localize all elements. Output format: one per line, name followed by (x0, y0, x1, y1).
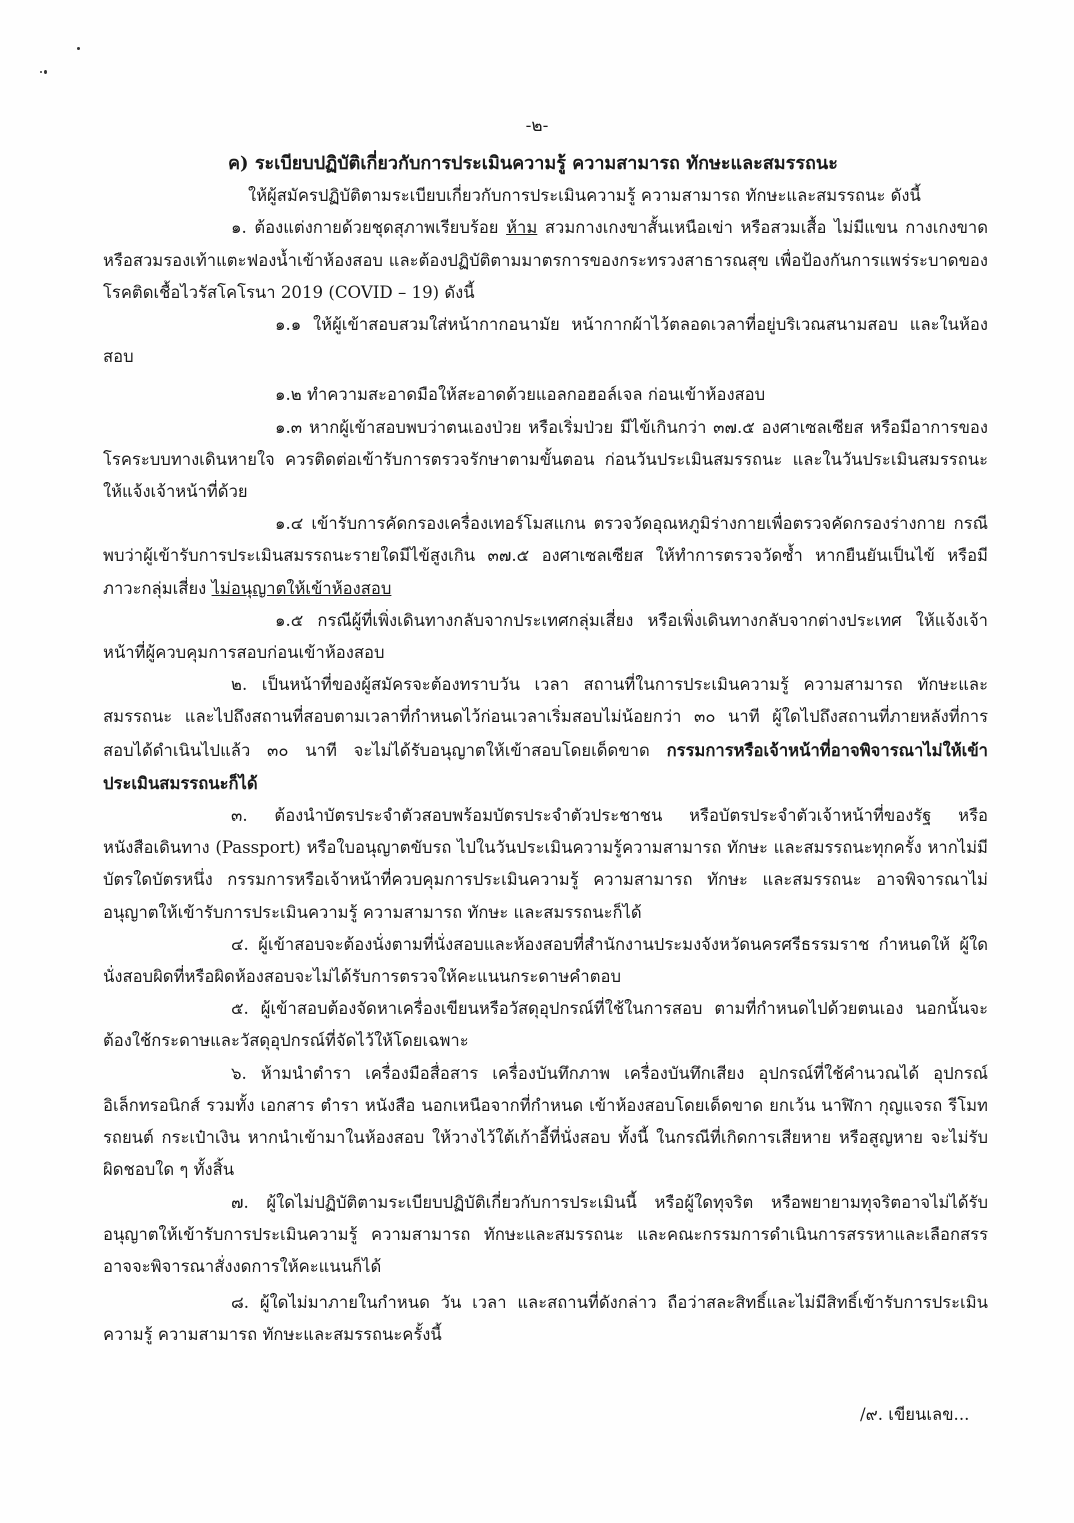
rule-item-1-5: ๑.๕ กรณีผู้ที่เพิ่งเดินทางกลับจากประเทศกลุ่มเสี่ยง หรือเพิ่งเดินทางกลับจากต่างประเทศ ให้แจ้งเจ้าหน้าที่ผู้ควบคุมการสอบก่อนเข้าห้องสอบ (103, 610, 988, 663)
rule-item-3: ๓. ต้องนำบัตรประจำตัวสอบพร้อมบัตรประจำตัวประชาชน หรือบัตรประจำตัวเจ้าหน้าที่ของรัฐ หรือหนังสือเดินทาง (Passport) หรือใบอนุญาตขับรถ ไปในวันประเมินความรู้ความสามารถ ทักษะ และสมรรถนะทุกครั้ง หากไม่มีบัตรใดบัตรหนึ่ง กรรมการหรือเจ้าหน้าที่ควบคุมการประเมินความรู้ ความสามารถ ทักษะ และสมรรถนะ อาจพิจารณาไม่อนุญาตให้เข้ารับการประเมินความรู้ ความสามารถ ทักษะ และสมรรถนะก็ได้ (103, 806, 988, 922)
prohibited-word: ห้าม (506, 218, 538, 238)
rule-item-1-2: ๑.๒ ทำความสะอาดมือให้สะอาดด้วยแอลกอฮอล์เจล ก่อนเข้าห้องสอบ (275, 385, 766, 405)
committee-note: กรรมการหรือเจ้าหน้าที่อาจพิจารณาไม่ให้เข้าประเมินสมรรถนะก็ได้ (103, 739, 988, 793)
rule-item-1: ๑. ต้องแต่งกายด้วยชุดสุภาพเรียบร้อย ห้าม สวมกางเกงขาสั้นเหนือเข่า หรือสวมเสื้อ ไม่มีแขน กางเกงขาด หรือสวมรองเท้าแตะฟองน้ำเข้าห้องสอบ และต้องปฏิบัติตามมาตรการของกระทรวงสาธารณสุข เพื่อป้องกันการแพร่ระบาดของโรคติดเชื้อไวรัสโคโรนา 2019 (COVID – 19) ดังนี้ (103, 218, 989, 302)
rule-item-1-1: ๑.๑ ให้ผู้เข้าสอบสวมใส่หน้ากากอนามัย หน้ากากผ้าไว้ตลอดเวลาที่อยู่บริเวณสนามสอบ และในห้องสอบ (103, 315, 988, 367)
rule-item-5: ๕. ผู้เข้าสอบต้องจัดหาเครื่องเขียนหรือวัสดุอุปกรณ์ที่ใช้ในการสอบ ตามที่กำหนดไปด้วยตนเอง นอกนั้นจะต้องใช้กระดาษและวัสดุอุปกรณ์ที่จัดไว้ให้โดยเฉพาะ (103, 999, 988, 1051)
rule-item-7: ๗. ผู้ใดไม่ปฏิบัติตามระเบียบปฏิบัติเกี่ยวกับการประเมินนี้ หรือผู้ใดทุจริต หรือพยายามทุจริตอาจไม่ได้รับอนุญาตให้เข้ารับการประเมินความรู้ ความสามารถ ทักษะและสมรรถนะ และคณะกรรมการดำเนินการสรรหาและเลือกสรรอาจจะพิจารณาสั่งงดการให้คะแนนก็ได้ (103, 1192, 988, 1276)
rule-item-4: ๔. ผู้เข้าสอบจะต้องนั่งตามที่นั่งสอบและห้องสอบที่สำนักงานประมงจังหวัดนครศรีธรรมราช กำหนดให้ ผู้ใดนั่งสอบผิดที่หรือผิดห้องสอบจะไม่ได้รับการตรวจให้คะแนนกระดาษคำตอบ (103, 934, 988, 987)
section-heading: ค) ระเบียบปฏิบัติเกี่ยวกับการประเมินความรู้ ความสามารถ ทักษะและสมรรถนะ (228, 153, 838, 174)
intro-paragraph: ให้ผู้สมัครปฏิบัติตามระเบียบเกี่ยวกับการประเมินความรู้ ความสามารถ ทักษะและสมรรถนะ ดังนี้ (248, 186, 921, 206)
rule-item-1-4: ๑.๔ เข้ารับการคัดกรองเครื่องเทอร์โมสแกน ตรวจวัดอุณหภูมิร่างกายเพื่อตรวจคัดกรองร่างกาย กรณีพบว่าผู้เข้ารับการประเมินสมรรถนะรายใดมีไข้สูงเกิน ๓๗.๕ องศาเซลเซียส ให้ทำการตรวจวัดซ้ำ หากยืนยันเป็นไข้ หรือมีภาวะกลุ่มเสี่ยง ไม่อนุญาตให้เข้าห้องสอบ (103, 514, 988, 598)
rule-item-1-3: ๑.๓ หากผู้เข้าสอบพบว่าตนเองป่วย หรือเริ่มป่วย มีไข้เกินกว่า ๓๗.๕ องศาเซลเซียส หรือมีอาการของโรคระบบทางเดินหายใจ ควรติดต่อเข้ารับการตรวจรักษาตามขั้นตอน ก่อนวันประเมินสมรรถนะ และในวันประเมินสมรรถนะ ให้แจ้งเจ้าหน้าที่ด้วย (103, 417, 988, 502)
page-number: -๒- (525, 116, 549, 136)
rule-item-8: ๘. ผู้ใดไม่มาภายในกำหนด วัน เวลา และสถานที่ดังกล่าว ถือว่าสละสิทธิ์และไม่มีสิทธิ์เข้ารับการประเมินความรู้ ความสามารถ ทักษะและสมรรถนะครั้งนี้ (103, 1293, 988, 1345)
not-allowed-note: ไม่อนุญาตให้เข้าห้องสอบ (211, 578, 392, 598)
rule-item-2: ๒. เป็นหน้าที่ของผู้สมัครจะต้องทราบวัน เวลา สถานที่ในการประเมินความรู้ ความสามารถ ทักษะและสมรรถนะ และไปถึงสถานที่สอบตามเวลาที่กำหนดไว้ก่อนเวลาเริ่มสอบไม่น้อยกว่า ๓๐ นาที ผู้ใดไปถึงสถานที่ภายหลังที่การสอบได้ดำเนินไปแล้ว ๓๐ นาที จะไม่ได้รับอนุญาตให้เข้าสอบโดยเด็ดขาด กรรมการหรือเจ้าหน้าที่อาจพิจารณาไม่ให้เข้าประเมินสมรรถนะก็ได้ (103, 675, 988, 793)
document-body (103, 148, 988, 1352)
continue-note: /๙. เขียนเลข... (860, 1405, 970, 1424)
rule-item-6: ๖. ห้ามนำตำรา เครื่องมือสื่อสาร เครื่องบันทึกภาพ เครื่องบันทึกเสียง อุปกรณ์ที่ใช้คำนวณได้ อุปกรณ์อิเล็กทรอนิกส์ รวมทั้ง เอกสาร ตำรา หนังสือ นอกเหนือจากที่กำหนด เข้าห้องสอบโดยเด็ดขาด ยกเว้น นาฬิกา กุญแจรถ รีโมทรถยนต์ กระเป๋าเงิน หากนำเข้ามาในห้องสอบ ให้วางไว้ใต้เก้าอี้ที่นั่งสอบ ทั้งนี้ ในกรณีที่เกิดการเสียหาย หรือสูญหาย จะไม่รับผิดชอบใด ๆ ทั้งสิ้น (103, 1063, 988, 1180)
